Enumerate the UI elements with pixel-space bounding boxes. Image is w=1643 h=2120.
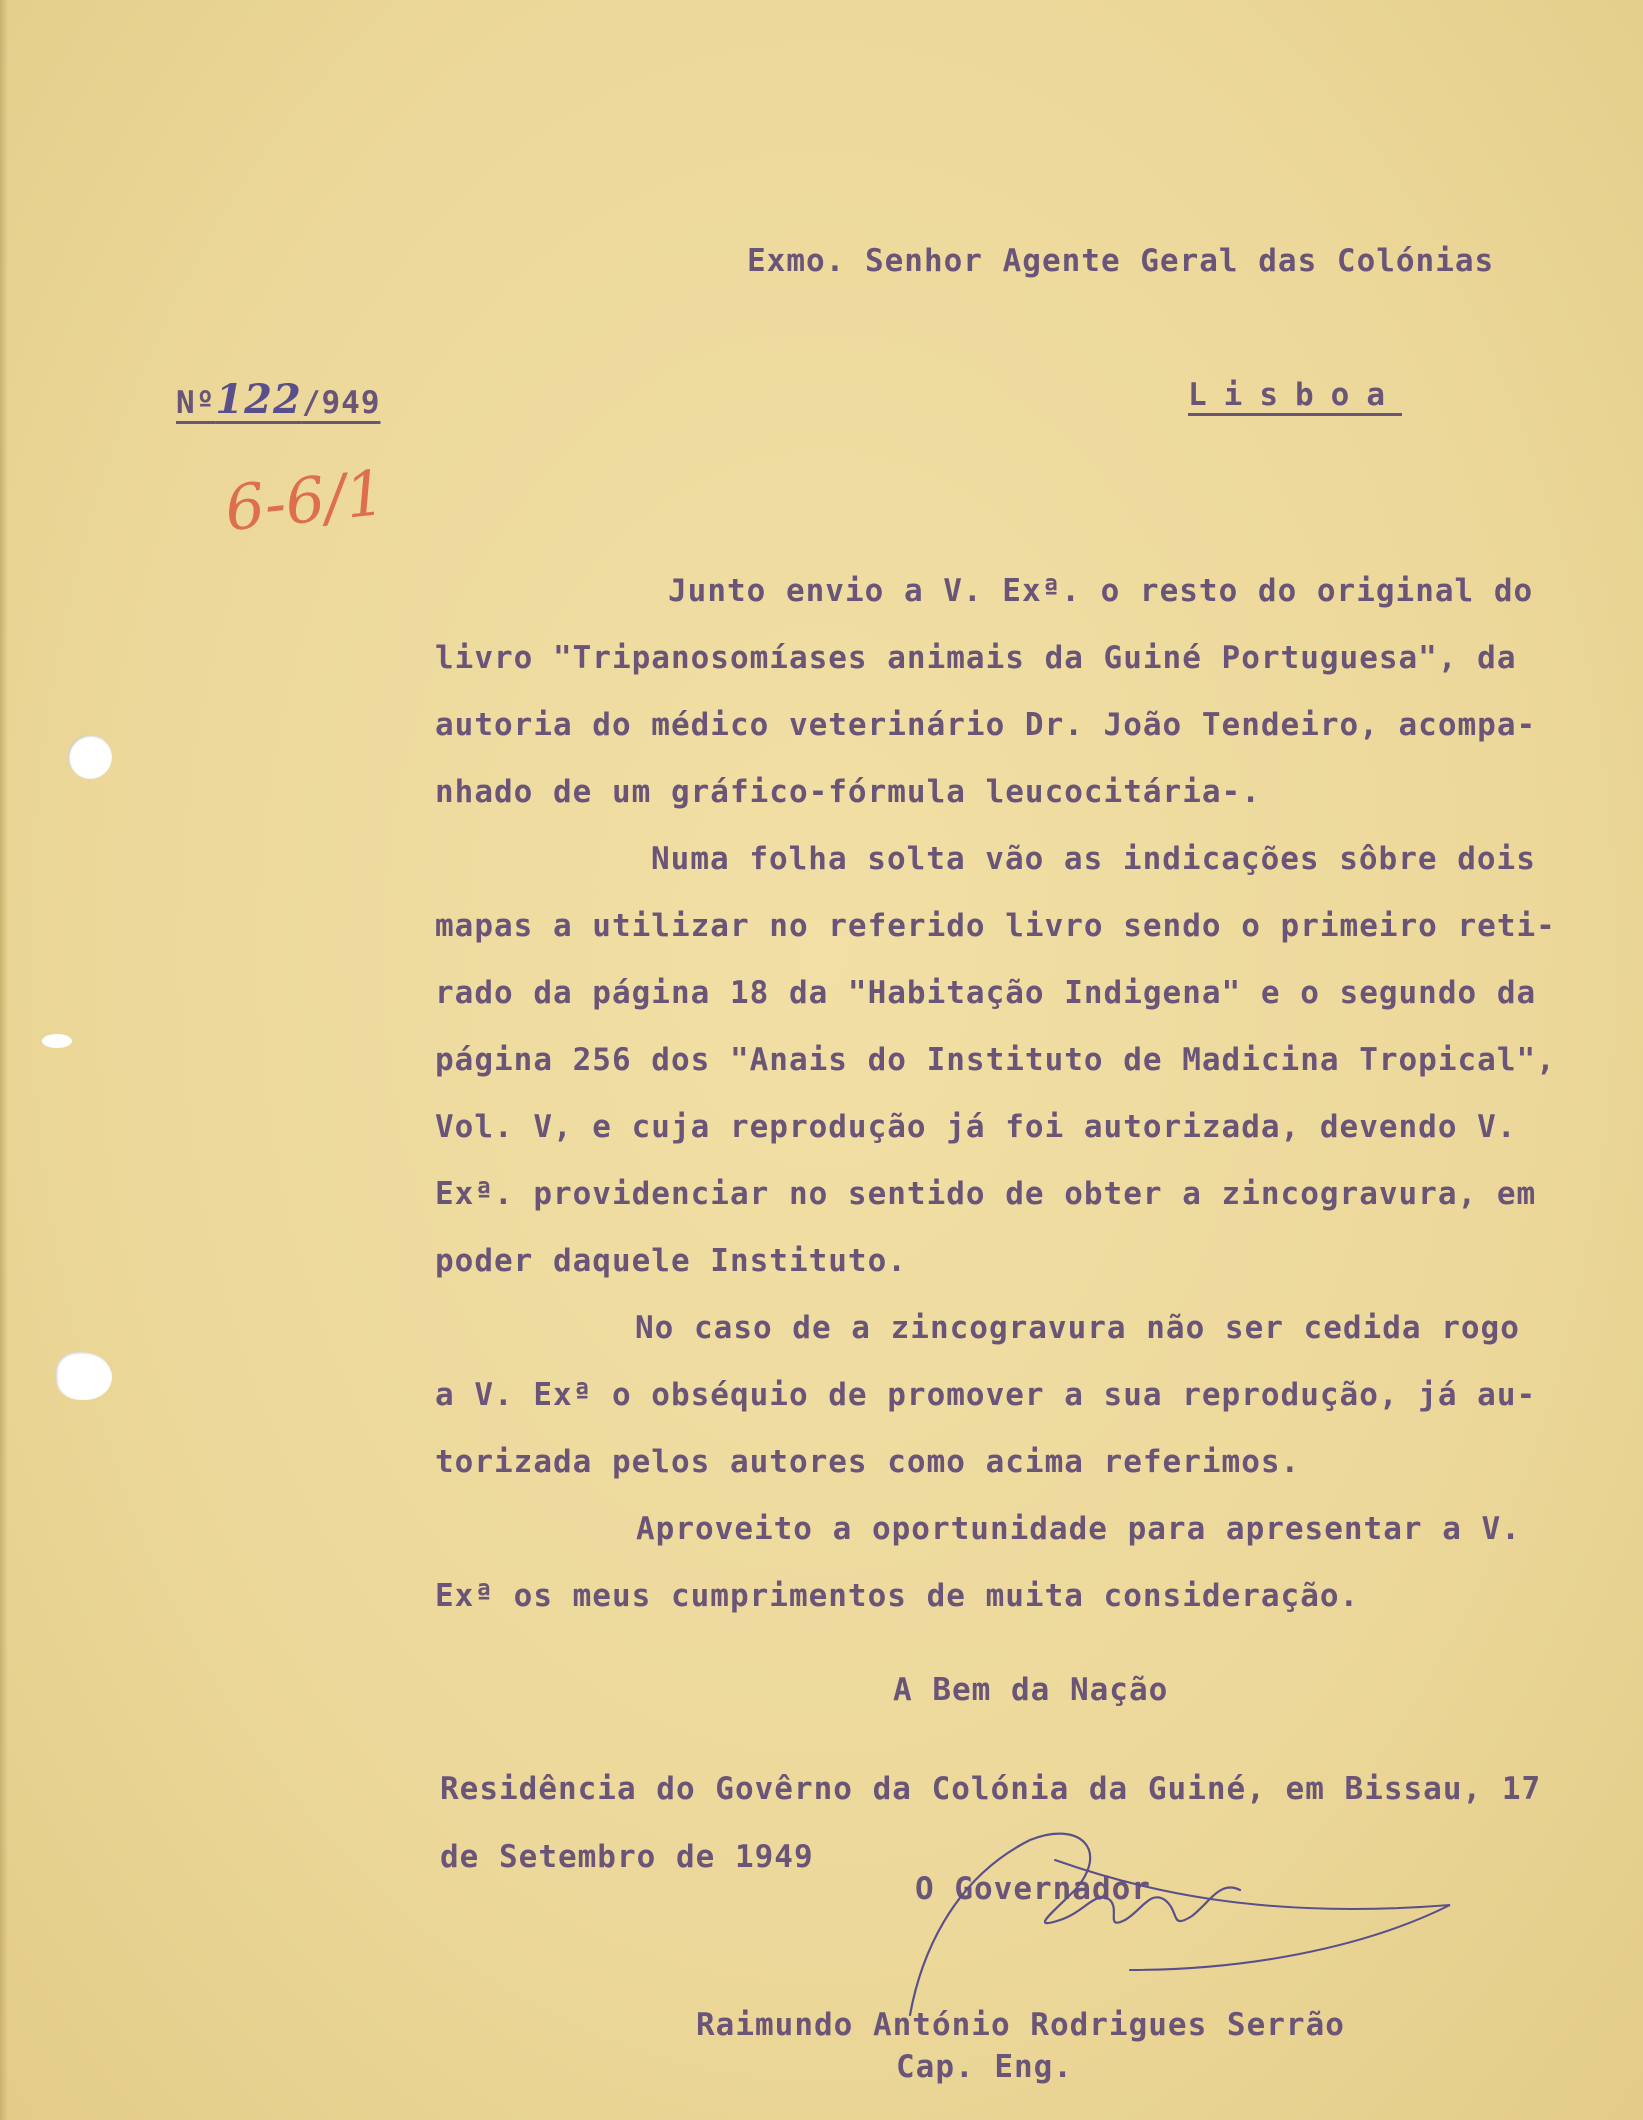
body-line: a V. Exª o obséquio de promover a sua reprodução, já au- (435, 1377, 1537, 1413)
place-date-line-1: Residência do Govêrno da Colónia da Guiné, em Bissau, 17 (440, 1771, 1542, 1807)
reference-handwritten-number: 122 (215, 376, 302, 423)
punch-hole (68, 735, 112, 779)
paper-nick (42, 1034, 72, 1048)
signer-title: O Governador (915, 1871, 1151, 1907)
signer-name: Raimundo António Rodrigues Serrão (696, 2007, 1345, 2043)
body-line: Vol. V, e cuja reprodução já foi autorizada, devendo V. (435, 1109, 1517, 1145)
body-line: livro "Tripanosomíases animais da Guiné Portuguesa", da (435, 640, 1517, 676)
addressee-line: Exmo. Senhor Agente Geral das Colónias (747, 243, 1495, 279)
red-pencil-annotation: 6-6/1 (221, 455, 389, 546)
city-line: Lisboa (1188, 377, 1402, 413)
reference-year: /949 (301, 385, 381, 421)
body-line: No caso de a zincogravura não ser cedida rogo (635, 1310, 1520, 1346)
body-line: Exª os meus cumprimentos de muita consideração. (435, 1578, 1360, 1614)
paper-left-edge (0, 0, 8, 2120)
body-line: nhado de um gráfico-fórmula leucocitária-. (435, 774, 1261, 810)
body-line: mapas a utilizar no referido livro sendo o primeiro reti- (435, 908, 1556, 944)
body-line: Aproveito a oportunidade para apresentar a V. (636, 1511, 1521, 1547)
body-line: Junto envio a V. Exª. o resto do original do (668, 573, 1534, 609)
punch-hole-torn (56, 1352, 112, 1400)
signer-rank: Cap. Eng. (896, 2049, 1073, 2085)
body-line: poder daquele Instituto. (435, 1243, 907, 1279)
reference-prefix: Nº (176, 385, 216, 421)
reference-number (176, 376, 381, 423)
closing-motto: A Bem da Nação (893, 1672, 1169, 1708)
handwritten-signature (880, 1820, 1480, 2030)
place-date-line-2: de Setembro de 1949 (440, 1839, 814, 1875)
body-line: página 256 dos "Anais do Instituto de Madicina Tropical", (435, 1042, 1556, 1078)
body-line: torizada pelos autores como acima referimos. (435, 1444, 1301, 1480)
body-line: Numa folha solta vão as indicações sôbre dois (651, 841, 1536, 877)
body-line: Exª. providenciar no sentido de obter a zincogravura, em (435, 1176, 1537, 1212)
body-line: autoria do médico veterinário Dr. João Tendeiro, acompa- (435, 707, 1537, 743)
body-line: rado da página 18 da "Habitação Indigena" e o segundo da (435, 975, 1537, 1011)
